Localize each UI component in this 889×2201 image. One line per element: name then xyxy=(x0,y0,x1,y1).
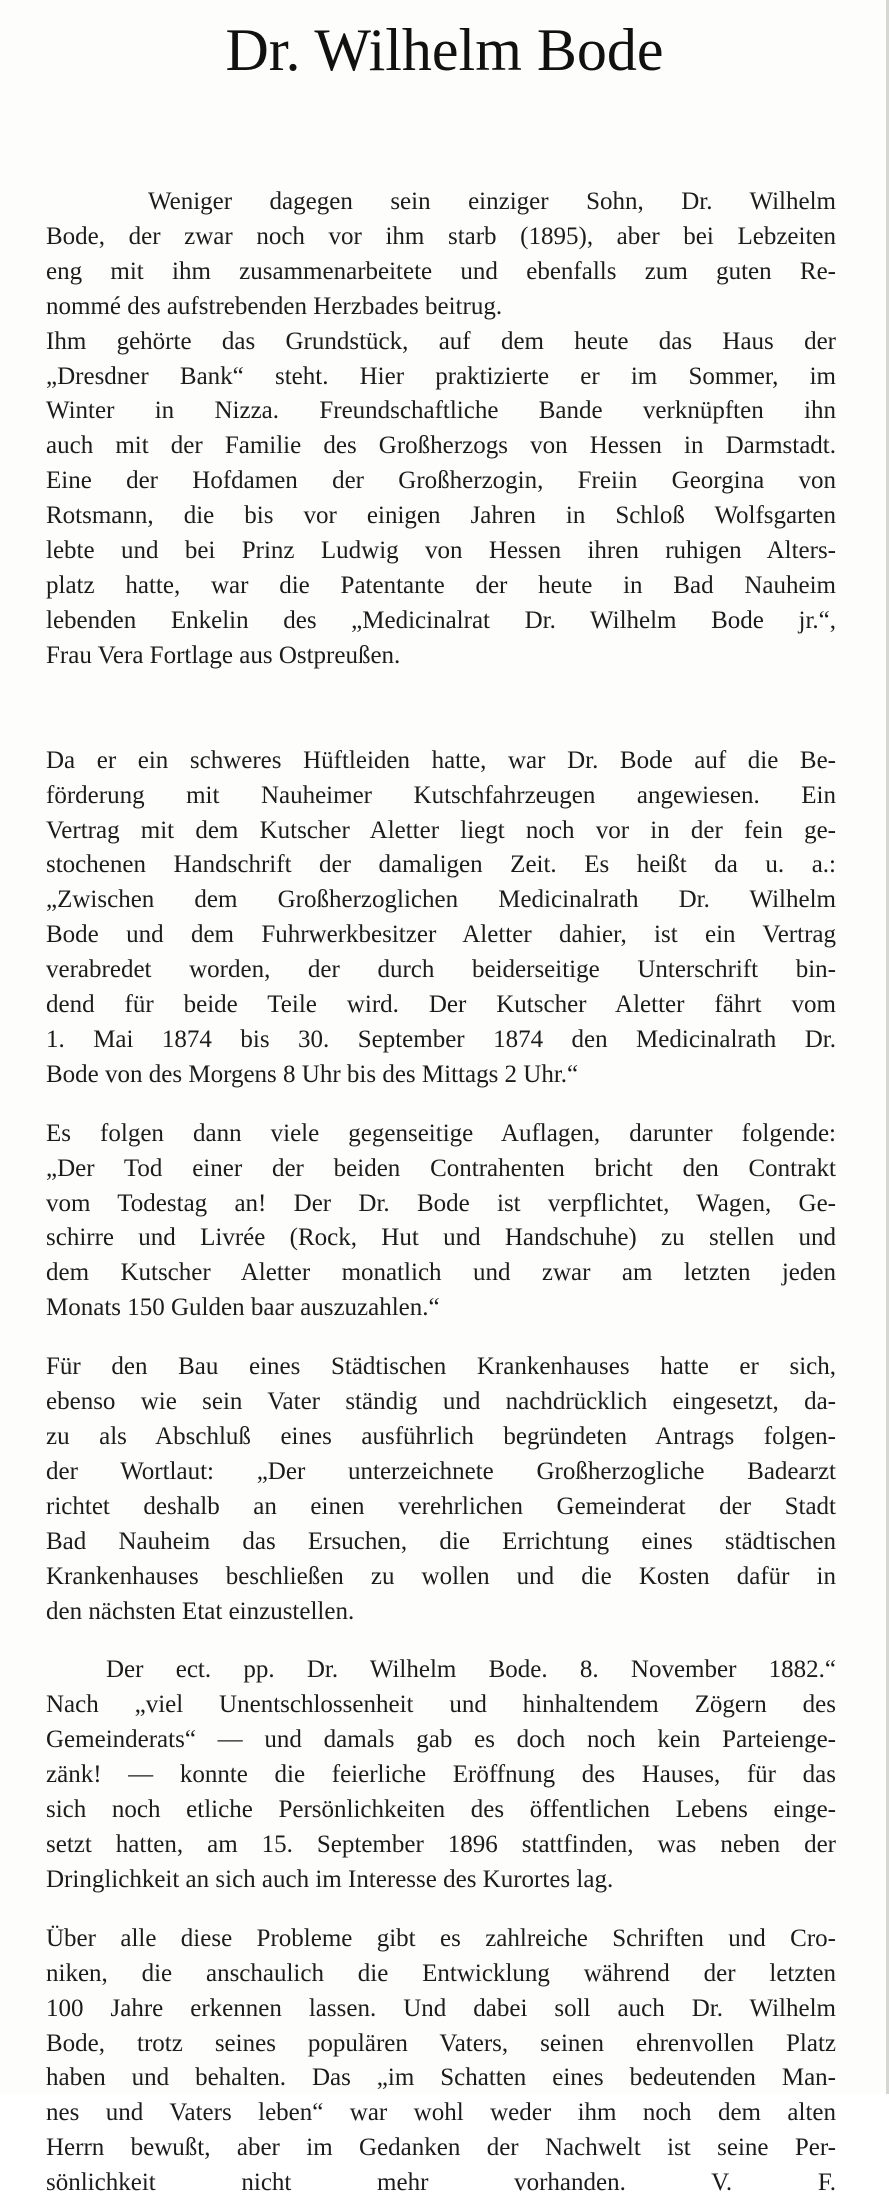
page-title: Dr. Wilhelm Bode xyxy=(225,17,664,83)
text-line: sich noch etliche Persönlichkeiten des öffentlichen Lebens einge- xyxy=(46,1796,836,1824)
text-line: Bode von des Morgens 8 Uhr bis des Mittags 2 Uhr.“ xyxy=(46,1060,579,1088)
text-line: vom Todestag an! Der Dr. Bode ist verpflichtet, Wagen, Ge- xyxy=(46,1189,836,1217)
text-line: Über alle diese Probleme gibt es zahlreiche Schriften und Cro- xyxy=(46,1924,836,1952)
text-line: ebenso wie sein Vater ständig und nachdrücklich eingesetzt, da- xyxy=(46,1388,836,1416)
text-line: eng mit ihm zusammenarbeitete und ebenfalls zum guten Re- xyxy=(46,257,836,285)
text-line: 100 Jahre erkennen lassen. Und dabei soll auch Dr. Wilhelm xyxy=(46,1994,836,2022)
paragraph-3 xyxy=(46,744,836,1093)
text-line: Bad Nauheim das Ersuchen, die Errichtung eines städtischen xyxy=(46,1527,836,1555)
paragraph-1 xyxy=(46,185,836,325)
text-line: Es folgen dann viele gegenseitige Auflagen, darunter folgende: xyxy=(46,1119,836,1147)
text-line: richtet deshalb an einen verehrlichen Gemeinderat der Stadt xyxy=(46,1492,836,1520)
text-line: Dringlichkeit an sich auch im Interesse des Kurortes lag. xyxy=(46,1865,614,1893)
text-line: Bode, trotz seines populären Vaters, seinen ehrenvollen Platz xyxy=(46,2029,836,2057)
text-line: Krankenhauses beschließen zu wollen und die Kosten dafür in xyxy=(46,1562,836,1590)
text-line: lebte und bei Prinz Ludwig von Hessen ihren ruhigen Alters- xyxy=(46,537,836,565)
text-line: lebenden Enkelin des „Medicinalrat Dr. Wilhelm Bode jr.“, xyxy=(46,606,836,634)
author-initials: V. F. xyxy=(711,2169,837,2197)
text-line: förderung mit Nauheimer Kutschfahrzeugen angewiesen. Ein xyxy=(46,781,836,809)
signature-line xyxy=(46,1653,836,1688)
signature-date: 8. November 1882.“ xyxy=(579,1656,836,1684)
text-line: Ihm gehörte das Grundstück, auf dem heute das Haus der xyxy=(46,327,836,355)
text-line: Vertrag mit dem Kutscher Aletter liegt noch vor in der fein ge- xyxy=(46,816,836,844)
closing-text: sönlichkeit nicht mehr vorhanden. xyxy=(46,2169,626,2197)
text-line: Für den Bau eines Städtischen Krankenhauses hatte er sich, xyxy=(46,1353,836,1381)
text-line: Herrn bewußt, aber im Gedanken der Nachwelt ist seine Per- xyxy=(46,2134,836,2162)
text-line: „Dresdner Bank“ steht. Hier praktizierte er im Sommer, im xyxy=(46,362,836,390)
text-line: der Wortlaut: „Der unterzeichnete Großherzogliche Badearzt xyxy=(46,1457,836,1485)
text-line: den nächsten Etat einzustellen. xyxy=(46,1597,355,1625)
paragraph-6 xyxy=(46,1653,836,1897)
text-line: zänk! — konnte die feierliche Eröffnung des Hauses, für das xyxy=(46,1761,836,1789)
text-line: dem Kutscher Aletter monatlich und zwar am letzten jeden xyxy=(46,1259,836,1287)
paragraph-5 xyxy=(46,1350,836,1629)
text-line: Gemeinderats“ — und damals gab es doch noch kein Parteienge- xyxy=(46,1726,836,1754)
text-line: Frau Vera Fortlage aus Ostpreußen. xyxy=(46,641,401,669)
text-line: „Zwischen dem Großherzoglichen Medicinalrath Dr. Wilhelm xyxy=(46,886,836,914)
text-line: nes und Vaters leben“ war wohl weder ihm noch dem alten xyxy=(46,2099,836,2127)
text-line: auch mit der Familie des Großherzogs von Hessen in Darmstadt. xyxy=(46,432,836,460)
text-line: nommé des aufstrebenden Herzbades beitrug. xyxy=(46,292,503,320)
text-line: verabredet worden, der durch beiderseitige Unterschrift bin- xyxy=(46,956,836,984)
text-line: stochenen Handschrift der damaligen Zeit. Es heißt da u. a.: xyxy=(46,851,836,879)
text-line: Bode und dem Fuhrwerkbesitzer Aletter dahier, ist ein Vertrag xyxy=(46,921,836,949)
text-line: Winter in Nizza. Freundschaftliche Bande verknüpften ihn xyxy=(46,397,836,425)
text-line: „Der Tod einer der beiden Contrahenten bricht den Contrakt xyxy=(46,1154,836,1182)
text-line: Eine der Hofdamen der Großherzogin, Freiin Georgina von xyxy=(46,467,836,495)
text-line: Bode, der zwar noch vor ihm starb (1895), aber bei Lebzeiten xyxy=(46,222,836,250)
text-line: platz hatte, war die Patentante der heute in Bad Nauheim xyxy=(46,571,836,599)
text-line: niken, die anschaulich die Entwicklung während der letzten xyxy=(46,1959,836,1987)
text-line: schirre und Livrée (Rock, Hut und Handschuhe) zu stellen und xyxy=(46,1224,836,1252)
text-line: Weniger dagegen sein einziger Sohn, Dr. Wilhelm xyxy=(148,188,836,215)
text-line: Da er ein schweres Hüftleiden hatte, war Dr. Bode auf die Be- xyxy=(46,746,836,774)
signature-name: Der ect. pp. Dr. Wilhelm Bode. xyxy=(106,1656,548,1684)
paragraph-4 xyxy=(46,1117,836,1326)
closing-line xyxy=(46,2166,836,2201)
paragraph-7 xyxy=(46,1922,836,2201)
text-line: haben und behalten. Das „im Schatten eines bedeutenden Man- xyxy=(46,2064,836,2092)
text-line: Nach „viel Unentschlossenheit und hinhaltendem Zögern des xyxy=(46,1691,836,1719)
text-line: Monats 150 Gulden baar auszuzahlen.“ xyxy=(46,1294,440,1322)
text-line: dend für beide Teile wird. Der Kutscher Aletter fährt vom xyxy=(46,991,836,1019)
text-line: zu als Abschluß eines ausführlich begründeten Antrags folgen- xyxy=(46,1423,836,1450)
text-line: setzt hatten, am 15. September 1896 stattfinden, was neben der xyxy=(46,1830,836,1858)
text-line: Rotsmann, die bis vor einigen Jahren in Schloß Wolfsgarten xyxy=(46,502,836,530)
paragraph-2 xyxy=(46,325,836,674)
article-body xyxy=(46,185,836,2201)
text-line: 1. Mai 1874 bis 30. September 1874 den Medicinalrath Dr. xyxy=(46,1025,836,1053)
